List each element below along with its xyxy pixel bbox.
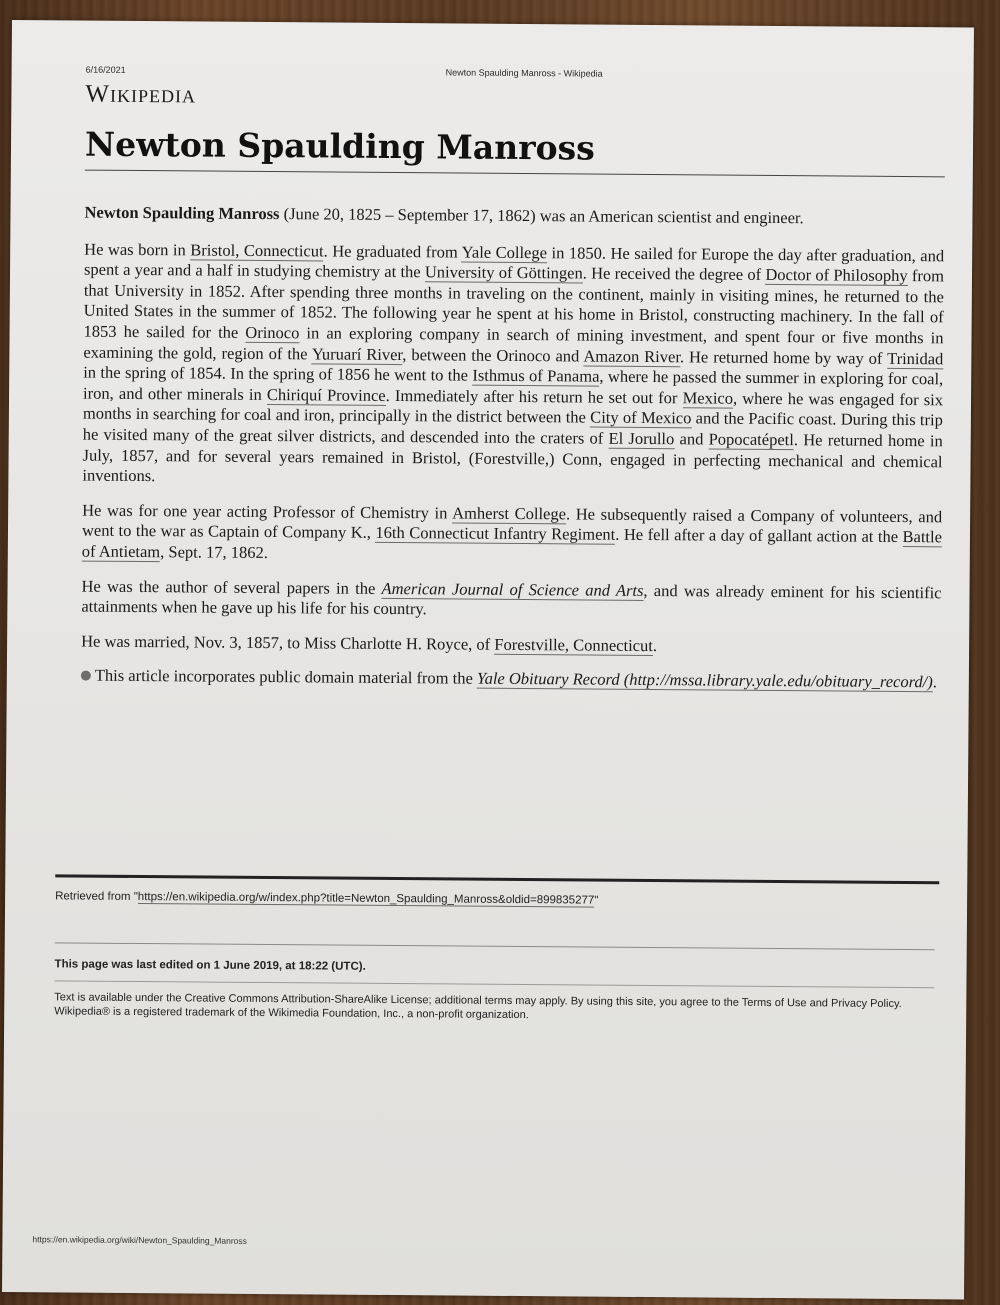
link-trinidad[interactable]: Trinidad xyxy=(887,348,944,368)
link-yuruari-river[interactable]: Yuruarí River xyxy=(311,343,403,364)
text: and xyxy=(674,429,709,449)
retrieved-label: Retrieved from " xyxy=(55,890,138,904)
text: , between the Orinoco and xyxy=(402,344,584,366)
text: . He graduated from xyxy=(323,241,462,262)
link-yale-obituary-record[interactable]: Yale Obituary Record (http://mssa.library.yale.edu/obituary_record/) xyxy=(476,668,933,692)
text: . He returned home by way of xyxy=(679,346,888,368)
lead-subject: Newton Spaulding Manross xyxy=(84,202,280,224)
print-page-title: Newton Spaulding Manross - Wikipedia xyxy=(445,67,603,79)
printed-page xyxy=(2,20,974,1300)
public-domain-icon xyxy=(81,671,91,681)
link-isthmus-of-panama[interactable]: Isthmus of Panama xyxy=(472,365,600,386)
print-footer-url: https://en.wikipedia.org/wiki/Newton_Spaulding_Manross xyxy=(32,1234,247,1246)
biography-paragraph xyxy=(82,239,944,493)
article-title: Newton Spaulding Manross xyxy=(85,125,945,178)
link-bristol-connecticut[interactable]: Bristol, Connecticut xyxy=(190,240,324,261)
text: . xyxy=(932,672,937,692)
link-amherst-college[interactable]: Amherst College xyxy=(452,503,567,524)
text: He was for one year acting Professor of Chemistry in xyxy=(82,500,453,523)
text: in an exploring company in search of mining investment, and spent four or five months in examining the gold, region of the xyxy=(83,323,944,363)
text: , where he passed the summer in exploring for coal, iron, and other minerals in xyxy=(82,366,944,404)
link-orinoco[interactable]: Orinoco xyxy=(245,322,300,343)
marriage-paragraph xyxy=(81,631,941,658)
retrieved-from xyxy=(55,890,935,909)
link-chiriqui-province[interactable]: Chiriquí Province xyxy=(266,384,386,405)
link-city-of-mexico[interactable]: City of Mexico xyxy=(590,407,692,428)
text: and the Pacific coast. During this trip he visited many of the great silver districts, and descended into the craters of xyxy=(82,408,943,448)
link-university-of-gottingen[interactable]: University of Göttingen xyxy=(424,262,583,283)
text: This article incorporates public domain material from the xyxy=(94,665,478,688)
link-mexico[interactable]: Mexico xyxy=(682,388,734,408)
text: from that University in 1852. After spending three months in traveling on the continent, mainly in visiting mines, he returned to the United States in the summer of 1852. The following year he spent at his home in Bristol, constructing machinery. In the fall of 1853 he sailed for the xyxy=(83,266,945,342)
article-body xyxy=(81,203,945,708)
text: in the spring of 1854. In the spring of 1856 he went to the xyxy=(83,362,473,385)
text: . He received the degree of xyxy=(582,263,766,285)
text: He was the author of several papers in the xyxy=(81,576,382,598)
attribution-paragraph xyxy=(81,666,941,693)
text: . He subsequently raised a Company of volunteers, and went to the war as Captain of Company K., xyxy=(81,504,943,543)
text: . He returned home in July, 1857, and for several years remained in Bristol, (Forestville,) Conn, engaged in perfecting mechanical and chemical inventions. xyxy=(82,430,943,486)
license-notice: Text is available under the Creative Commons Attribution-ShareAlike License; additional terms may apply. By using this site, you agree to the Terms of Use and Privacy Policy. Wikipedia® is a registered trademark of the Wikimedia Foundation, Inc., a non-profit organization. xyxy=(54,991,902,1022)
link-16th-connecticut-infantry-regiment[interactable]: 16th Connecticut Infantry Regiment xyxy=(375,523,616,545)
footer-thin-divider-2 xyxy=(54,980,934,988)
text: , and was already eminent for his scientific attainments when he gave up his life for his country. xyxy=(81,580,942,619)
text: , where he was engaged for six months in searching for coal and iron, principally in the district between the xyxy=(82,388,944,427)
publications-paragraph xyxy=(81,576,941,624)
retrieved-end: " xyxy=(594,894,599,907)
link-forestville-connecticut[interactable]: Forestville, Connecticut xyxy=(494,634,653,655)
link-american-journal-of-science[interactable]: American Journal of Science and Arts xyxy=(381,578,644,600)
text: . Immediately after his return he set out for xyxy=(385,385,683,408)
text: . He fell after a day of gallant action at the xyxy=(615,525,903,547)
print-date: 6/16/2021 xyxy=(85,64,126,75)
link-popocatepetl[interactable]: Popocatépetl xyxy=(708,429,794,450)
retrieved-url-link[interactable]: https://en.wikipedia.org/w/index.php?title=Newton_Spaulding_Manross&oldid=899835277 xyxy=(137,891,595,907)
text: He was married, Nov. 3, 1857, to Miss Charlotte H. Royce, of xyxy=(81,631,495,654)
link-amazon-river[interactable]: Amazon River xyxy=(583,346,681,366)
footer-divider xyxy=(55,874,939,884)
text: He was born in xyxy=(84,239,191,260)
wikipedia-wordmark: Wikipedia xyxy=(85,80,197,109)
career-paragraph xyxy=(82,500,942,569)
last-edited-notice: This page was last edited on 1 June 2019, at 18:22 (UTC). xyxy=(54,958,366,973)
link-el-jorullo[interactable]: El Jorullo xyxy=(608,428,675,449)
lead-text: (June 20, 1825 – September 17, 1862) was an American scientist and engineer. xyxy=(279,204,804,228)
link-battle-of-antietam[interactable]: Battle of Antietam xyxy=(81,527,943,562)
text: in 1850. He sailed for Europe the day after graduation, and spent a year and a half in studying chemistry at the xyxy=(83,242,945,282)
link-yale-college[interactable]: Yale College xyxy=(461,242,548,262)
text: , Sept. 17, 1862. xyxy=(160,542,268,562)
print-header xyxy=(86,65,914,88)
lead-paragraph xyxy=(84,203,944,230)
text: . xyxy=(652,635,658,655)
link-doctor-of-philosophy[interactable]: Doctor of Philosophy xyxy=(765,265,908,286)
footer-thin-divider xyxy=(55,942,935,950)
